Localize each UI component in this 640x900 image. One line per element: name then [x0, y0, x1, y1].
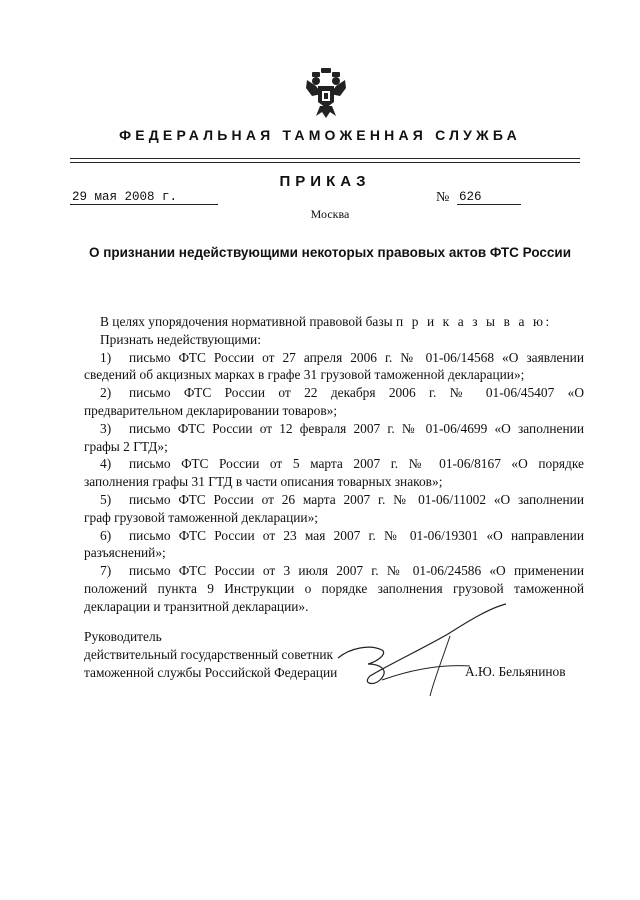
double-headed-eagle-emblem-icon	[304, 66, 348, 120]
intro-line	[84, 313, 584, 331]
list-item-4-line1: 4) письмо ФТС России от 5 марта 2007 г. № 01-06/8167 «О порядке	[100, 456, 584, 472]
intro-command: п р и к а з ы в а ю:	[395, 314, 552, 329]
order-body	[84, 313, 584, 616]
list-item-5-line2: граф грузовой таможенной декларации»;	[84, 509, 319, 525]
header-divider	[70, 158, 580, 159]
list-item-3-line2: графы 2 ГТД»;	[84, 438, 168, 454]
list-item-7-line3: декларации и транзитной декларации».	[84, 598, 309, 614]
list-item-5-line1: 5) письмо ФТС России от 26 марта 2007 г. № 01-06/11002 «О заполнении	[100, 491, 584, 507]
list-item-2-line2: предварительном декларировании товаров»;	[84, 402, 338, 418]
signatory-name: А.Ю. Бельянинов	[465, 664, 566, 679]
organization-name: ФЕДЕРАЛЬНАЯ ТАМОЖЕННАЯ СЛУЖБА	[119, 127, 521, 143]
intro-text: В целях упорядочения нормативной правовой базы	[100, 314, 393, 329]
position-line-2: действительный государственный советник	[84, 646, 334, 662]
document-type: ПРИКАЗ	[279, 173, 371, 190]
order-date: 29 мая 2008 г.	[70, 190, 218, 205]
list-item-3-line1: 3) письмо ФТС России от 12 февраля 2007 г. № 01-06/4699 «О заполнении	[100, 420, 584, 436]
order-number: 626	[457, 190, 521, 205]
signatory-position	[84, 628, 337, 681]
list-item-7-line1: 7) письмо ФТС России от 3 июля 2007 г. № 01-06/24586 «О применении	[100, 563, 584, 579]
list-item-1-line2: сведений об акцизных марках в графе 31 грузовой таможенной декларации»;	[84, 367, 525, 383]
number-sign: №	[436, 190, 450, 205]
list-item-2-line1: 2) письмо ФТС России от 22 декабря 2006 г. № 01-06/45407 «О	[100, 385, 584, 401]
list-item-4-line2: заполнения графы 31 ГТД в части описания товарных знаков»;	[84, 474, 443, 490]
position-line-3: таможенной службы Российской Федерации	[84, 664, 338, 680]
order-city: Москва	[310, 207, 350, 221]
header-divider-thin	[70, 162, 580, 163]
list-item-6-line2: разъяснений»;	[84, 545, 166, 561]
list-item-6-line1: 6) письмо ФТС России от 23 мая 2007 г. № 01-06/19301 «О направлении	[100, 527, 584, 543]
recognize-line: Признать недействующими:	[100, 331, 261, 347]
handwritten-signature-icon	[330, 600, 520, 700]
position-line-1: Руководитель	[84, 629, 162, 644]
list-item-1-line1: 1) письмо ФТС России от 27 апреля 2006 г. № 01-06/14568 «О заявлении	[100, 349, 584, 365]
order-title: О признании недействующими некоторых правовых актов ФТС России	[88, 245, 572, 260]
list-item-7-line2: положений пункта 9 Инструкции о порядке заполнения грузовой таможенной	[84, 580, 584, 596]
